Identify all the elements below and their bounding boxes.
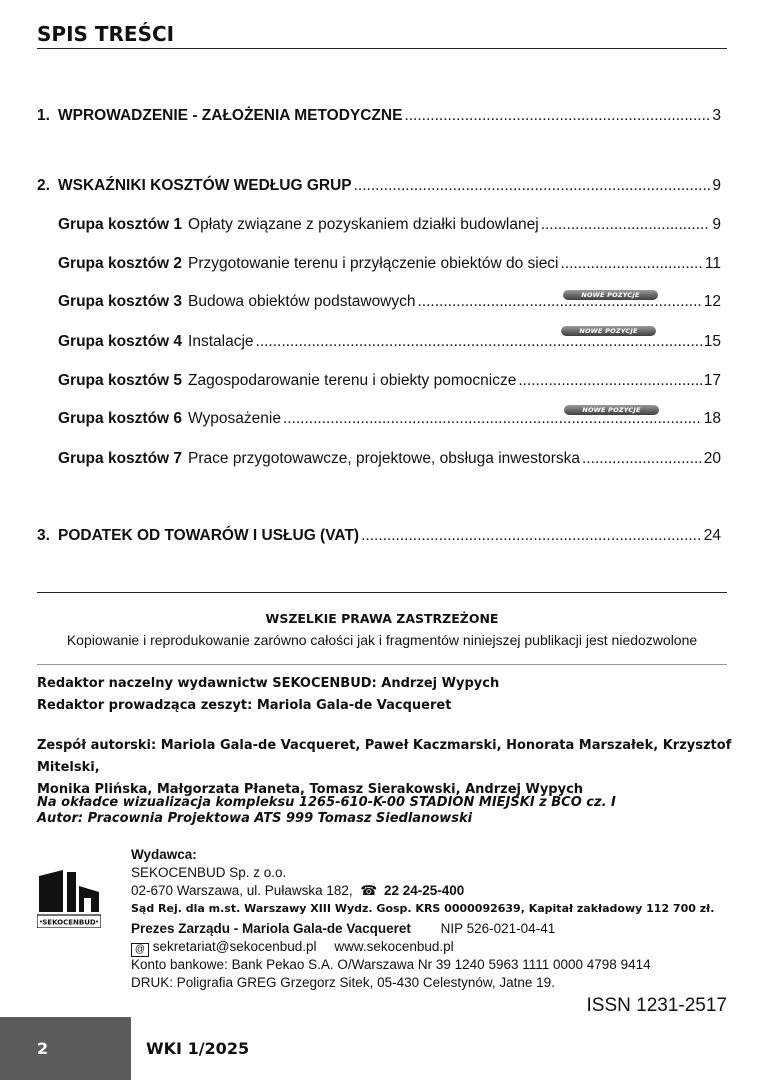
toc-group-label: Grupa kosztów 5 xyxy=(58,372,183,389)
toc-group-5[interactable] xyxy=(58,372,721,390)
board-line xyxy=(131,920,731,938)
toc-page-number: 17 xyxy=(703,372,721,389)
toc-leader-dots xyxy=(354,177,711,195)
bank-account: Konto bankowe: Bank Pekao S.A. O/Warszawa Nr 39 1240 5963 1111 0000 4798 9414 xyxy=(131,957,651,972)
toc-group-description: Opłaty związane z pozyskaniem działki budowlanej xyxy=(188,216,539,233)
toc-leader-dots xyxy=(561,255,703,273)
toc-group-7[interactable] xyxy=(58,450,721,468)
toc-group-label: Grupa kosztów 4 xyxy=(58,333,183,350)
rights-heading: WSZELKIE PRAWA ZASTRZEŻONE xyxy=(265,611,499,626)
toc-section-2[interactable] xyxy=(37,177,721,195)
toc-group-label: Grupa kosztów 6 xyxy=(58,410,183,427)
issn: ISSN 1231-2517 xyxy=(586,995,727,1016)
toc-section-label: WPROWADZENIE - ZAŁOŻENIA METODYCZNE xyxy=(58,107,403,124)
printer-info: DRUK: Poligrafia GREG Grzegorz Sitek, 05-430 Celestynów, Jatne 19. xyxy=(131,975,555,990)
page-number: 2 xyxy=(37,1039,49,1058)
publisher-name: SEKOCENBUD Sp. z o.o. xyxy=(131,865,287,880)
toc-leader-dots xyxy=(518,372,701,390)
toc-group-description: Budowa obiektów podstawowych xyxy=(188,293,416,310)
page-title: SPIS TREŚCI xyxy=(37,22,727,49)
logo-text: SEKOCENBUD xyxy=(42,918,96,927)
toc-group-label: Grupa kosztów 3 xyxy=(58,293,183,310)
toc-section-label: WSKAŹNIKI KOSZTÓW WEDŁUG GRUP xyxy=(58,177,352,194)
publisher-phone[interactable]: 22 24-25-400 xyxy=(383,883,465,898)
toc-page-number: 18 xyxy=(703,410,721,427)
publisher-heading: Wydawca: xyxy=(131,847,197,862)
new-items-badge: NOWE POZYCJE xyxy=(563,290,658,300)
toc-page-number: 9 xyxy=(712,177,721,194)
issue-editor: Redaktor prowadząca zeszyt: Mariola Gala-de Vacqueret xyxy=(37,698,452,713)
toc-group-label: Grupa kosztów 2 xyxy=(58,255,183,272)
new-items-badge: NOWE POZYCJE xyxy=(564,405,659,415)
toc-page-number: 11 xyxy=(704,255,721,272)
toc-leader-dots xyxy=(404,107,710,125)
toc-group-description: Instalacje xyxy=(188,333,254,350)
rights-note: Kopiowanie i reprodukowanie zarówno całości jak i fragmentów niniejszej publikacji jest niedozwolone xyxy=(66,632,698,648)
toc-group-label: Grupa kosztów 7 xyxy=(58,450,183,467)
new-items-badge: NOWE POZYCJE xyxy=(561,326,656,336)
nip-number: NIP 526-021-04-41 xyxy=(440,921,556,936)
toc-section-number: 3. xyxy=(37,527,50,544)
chief-editor: Redaktor naczelny wydawnictw SEKOCENBUD: Andrzej Wypych xyxy=(37,676,500,691)
toc-group-2[interactable] xyxy=(58,255,721,273)
divider xyxy=(37,664,727,665)
sekocenbud-logo xyxy=(37,866,101,928)
toc-group-label: Grupa kosztów 1 xyxy=(58,216,183,233)
cover-credit xyxy=(37,795,737,827)
toc-leader-dots xyxy=(418,293,702,311)
divider xyxy=(37,592,727,593)
toc-section-number: 1. xyxy=(37,107,50,124)
toc-group-description: Prace przygotowawcze, projektowe, obsługa inwestorska xyxy=(188,450,581,467)
toc-page-number: 15 xyxy=(703,333,721,350)
court-registration: Sąd Rej. dla m.st. Warszawy XIII Wydz. Gosp. KRS 0000092639, Kapitał zakładowy 112 700 zł. xyxy=(131,902,715,915)
authors-line: Zespół autorski: Mariola Gala-de Vacqueret, Paweł Kaczmarski, Honorata Marszałek, Krzysztof Mitelski, xyxy=(37,738,732,775)
toc-group-description: Wyposażenie xyxy=(188,410,281,427)
publisher-block xyxy=(131,846,731,992)
website-link[interactable]: www.sekocenbud.pl xyxy=(334,939,454,954)
toc-page-number: 3 xyxy=(712,107,721,124)
toc-section-number: 2. xyxy=(37,177,50,194)
toc-page-number: 24 xyxy=(703,527,721,544)
phone-icon: ☎ xyxy=(360,883,378,898)
toc-group-description: Zagospodarowanie terenu i obiekty pomocnicze xyxy=(188,372,517,389)
footer-page-box xyxy=(0,1017,131,1080)
publisher-address: 02-670 Warszawa, ul. Puławska 182, xyxy=(131,883,353,898)
cover-author: Autor: Pracownia Projektowa ATS 999 Tomasz Siedlanowski xyxy=(37,811,473,826)
editors-block xyxy=(37,673,737,717)
publisher-address-line xyxy=(131,882,731,900)
toc-page-number: 12 xyxy=(703,293,721,310)
contact-line xyxy=(131,938,731,956)
toc-section-1[interactable] xyxy=(37,107,721,125)
toc-leader-dots xyxy=(541,216,711,234)
toc-leader-dots xyxy=(582,450,702,468)
toc-leader-dots xyxy=(361,527,702,545)
toc-group-description: Przygotowanie terenu i przyłączenie obiektów do sieci xyxy=(188,255,559,272)
issue-label: WKI 1/2025 xyxy=(146,1039,250,1058)
email-link[interactable]: sekretariat@sekocenbud.pl xyxy=(152,939,317,954)
toc-page-number: 20 xyxy=(703,450,721,467)
toc-page-number: 9 xyxy=(712,216,721,233)
board-president: Prezes Zarządu - Mariola Gala-de Vacqueret xyxy=(131,921,411,936)
email-icon: @ xyxy=(131,943,149,957)
authors-block xyxy=(37,735,737,801)
toc-group-1[interactable] xyxy=(58,216,721,234)
toc-section-label: PODATEK OD TOWARÓW I USŁUG (VAT) xyxy=(58,527,360,544)
authors-line: Monika Plińska, Małgorzata Płaneta, Tomasz Sierakowski, Andrzej Wypych xyxy=(37,782,584,797)
toc-section-3[interactable] xyxy=(37,527,721,545)
cover-description: Na okładce wizualizacja kompleksu 1265-610-K-00 STADION MIEJSKI z BCO cz. I xyxy=(37,795,616,810)
